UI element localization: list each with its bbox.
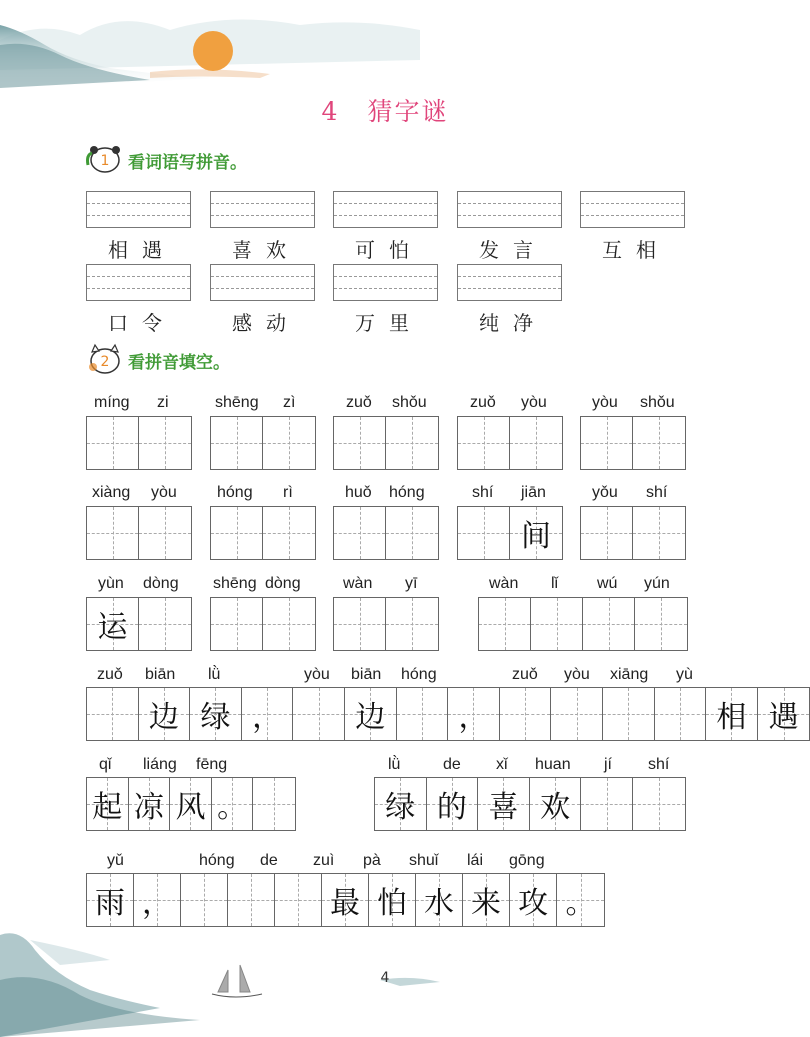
grid-guide-line bbox=[557, 598, 558, 650]
writing-cell[interactable] bbox=[583, 598, 635, 650]
writing-cell[interactable] bbox=[170, 778, 212, 830]
cell-character: 遇 bbox=[768, 700, 799, 735]
pinyin-guide-line bbox=[87, 276, 190, 277]
grid-guide-line bbox=[505, 598, 506, 650]
writing-cell[interactable] bbox=[212, 778, 254, 830]
cell-character: 攻 bbox=[518, 886, 548, 921]
pinyin-guide-line bbox=[87, 215, 190, 216]
grid-guide-line bbox=[360, 417, 361, 469]
pinyin-syllable: shēng bbox=[215, 394, 259, 411]
writing-cell[interactable] bbox=[655, 688, 707, 740]
tianzige-grid[interactable] bbox=[86, 597, 192, 651]
grid-guide-line bbox=[237, 598, 238, 650]
cell-character: 喜 bbox=[488, 790, 519, 825]
writing-cell[interactable] bbox=[635, 598, 687, 650]
pinyin-box[interactable] bbox=[210, 264, 315, 301]
grid-guide-line bbox=[360, 507, 361, 559]
writing-cell[interactable] bbox=[479, 598, 531, 650]
writing-cell[interactable] bbox=[211, 598, 263, 650]
grid-guide-line bbox=[113, 507, 114, 559]
writing-cell[interactable] bbox=[181, 874, 228, 926]
pinyin-syllable: lái bbox=[467, 852, 484, 869]
tianzige-grid[interactable] bbox=[457, 506, 563, 560]
writing-cell[interactable] bbox=[416, 874, 463, 926]
writing-cell[interactable] bbox=[87, 688, 139, 740]
word-label: 发言 bbox=[479, 238, 547, 262]
pinyin-syllable: yún bbox=[644, 575, 670, 592]
grid-guide-line bbox=[484, 417, 485, 469]
writing-cell[interactable] bbox=[478, 778, 530, 830]
tianzige-grid[interactable] bbox=[580, 416, 686, 470]
cell-character: 的 bbox=[436, 790, 467, 825]
pinyin-syllable: jiān bbox=[521, 484, 546, 501]
writing-cell[interactable] bbox=[633, 778, 685, 830]
writing-cell[interactable] bbox=[139, 598, 191, 650]
sentence-grid[interactable] bbox=[86, 777, 296, 831]
pinyin-guide-line bbox=[458, 215, 561, 216]
prefilled-character: 运 bbox=[97, 610, 128, 645]
pinyin-syllable: xǐ bbox=[496, 756, 508, 773]
writing-cell[interactable] bbox=[253, 778, 295, 830]
cell-character: 边 bbox=[355, 700, 386, 735]
writing-cell[interactable] bbox=[510, 507, 562, 559]
word-label: 可怕 bbox=[355, 238, 423, 262]
writing-cell[interactable] bbox=[263, 507, 315, 559]
cell-character: 绿 bbox=[385, 790, 416, 825]
pinyin-syllable: shǒu bbox=[640, 394, 675, 411]
writing-cell[interactable] bbox=[87, 417, 139, 469]
writing-cell[interactable] bbox=[263, 598, 315, 650]
pinyin-syllable: jí bbox=[604, 756, 612, 773]
pinyin-syllable: zuì bbox=[313, 852, 335, 869]
page-title bbox=[0, 92, 770, 128]
writing-cell[interactable] bbox=[386, 507, 438, 559]
cell-character: 雨 bbox=[95, 886, 125, 921]
grid-guide-line bbox=[607, 417, 608, 469]
grid-guide-line bbox=[659, 507, 660, 559]
pinyin-guide-line bbox=[334, 203, 437, 204]
sentence-grid[interactable] bbox=[374, 777, 686, 831]
pinyin-guide-line bbox=[87, 203, 190, 204]
word-label: 喜欢 bbox=[232, 238, 300, 262]
pinyin-syllable: gōng bbox=[509, 852, 545, 869]
grid-guide-line bbox=[165, 507, 166, 559]
pinyin-syllable: hóng bbox=[199, 852, 235, 869]
writing-cell[interactable] bbox=[322, 874, 369, 926]
pinyin-syllable: zì bbox=[283, 394, 296, 411]
pinyin-syllable: lǐ bbox=[551, 575, 559, 592]
grid-guide-line bbox=[289, 598, 290, 650]
cell-character: 凉 bbox=[133, 790, 164, 825]
writing-cell[interactable] bbox=[87, 507, 139, 559]
writing-cell[interactable] bbox=[334, 417, 386, 469]
pinyin-syllable: de bbox=[443, 756, 461, 773]
writing-cell[interactable] bbox=[633, 507, 685, 559]
cell-character bbox=[181, 874, 227, 926]
writing-cell[interactable] bbox=[87, 874, 134, 926]
writing-cell[interactable] bbox=[581, 778, 633, 830]
grid-guide-line bbox=[165, 598, 166, 650]
cell-character bbox=[500, 688, 551, 740]
cell-character bbox=[87, 688, 138, 740]
writing-cell[interactable] bbox=[134, 874, 181, 926]
cell-character: 相 bbox=[716, 700, 747, 735]
pinyin-syllable: yù bbox=[676, 666, 693, 683]
prefilled-character: 间 bbox=[521, 519, 551, 554]
svg-text:2: 2 bbox=[100, 354, 110, 370]
tianzige-grid[interactable] bbox=[457, 416, 563, 470]
cell-character: 边 bbox=[148, 700, 179, 735]
writing-cell[interactable] bbox=[139, 417, 191, 469]
sun-decoration bbox=[190, 28, 236, 74]
pinyin-syllable: zuǒ bbox=[346, 394, 372, 411]
word-label: 相遇 bbox=[108, 238, 176, 262]
pinyin-syllable: hóng bbox=[217, 484, 253, 501]
pinyin-guide-line bbox=[87, 288, 190, 289]
writing-cell[interactable] bbox=[129, 778, 171, 830]
pinyin-box[interactable] bbox=[457, 264, 562, 301]
cell-character: ， bbox=[252, 700, 283, 735]
grid-guide-line bbox=[609, 598, 610, 650]
writing-cell[interactable] bbox=[510, 874, 557, 926]
writing-cell[interactable] bbox=[190, 688, 242, 740]
writing-cell[interactable] bbox=[375, 778, 427, 830]
grid-guide-line bbox=[484, 507, 485, 559]
cell-character: ， bbox=[142, 886, 172, 921]
pinyin-syllable: zi bbox=[157, 394, 169, 411]
pinyin-syllable: xiàng bbox=[92, 484, 131, 501]
cell-character: 欢 bbox=[540, 790, 571, 825]
pinyin-syllable: fēng bbox=[196, 756, 228, 773]
grid-guide-line bbox=[661, 598, 662, 650]
cell-character bbox=[633, 778, 685, 830]
writing-cell[interactable] bbox=[463, 874, 510, 926]
grid-guide-line bbox=[659, 417, 660, 469]
pinyin-syllable: dòng bbox=[265, 575, 301, 592]
grid-guide-line bbox=[360, 598, 361, 650]
writing-cell[interactable] bbox=[87, 778, 129, 830]
pinyin-box[interactable] bbox=[457, 191, 562, 228]
grid-guide-line bbox=[237, 417, 238, 469]
writing-cell[interactable] bbox=[458, 417, 510, 469]
pinyin-syllable: qǐ bbox=[99, 756, 112, 773]
writing-cell[interactable] bbox=[581, 507, 633, 559]
grid-guide-line bbox=[412, 598, 413, 650]
writing-cell[interactable] bbox=[369, 874, 416, 926]
grid-guide-line bbox=[165, 417, 166, 469]
pinyin-syllable: wàn bbox=[343, 575, 373, 592]
writing-cell[interactable] bbox=[448, 688, 500, 740]
pinyin-syllable: yòu bbox=[151, 484, 177, 501]
pinyin-syllable: wàn bbox=[489, 575, 519, 592]
pinyin-syllable: hóng bbox=[401, 666, 437, 683]
cell-character bbox=[581, 778, 632, 830]
grid-guide-line bbox=[289, 507, 290, 559]
cell-character: 风 bbox=[175, 790, 206, 825]
writing-cell[interactable] bbox=[500, 688, 552, 740]
cell-character: 水 bbox=[424, 886, 454, 921]
cell-character: 最 bbox=[330, 886, 360, 921]
pinyin-syllable: yǒu bbox=[592, 484, 618, 501]
pinyin-syllable: huan bbox=[535, 756, 571, 773]
cell-character: 绿 bbox=[200, 700, 231, 735]
pinyin-syllable: huǒ bbox=[345, 484, 372, 501]
pinyin-syllable: lǜ bbox=[208, 666, 221, 683]
writing-cell[interactable] bbox=[211, 417, 263, 469]
grid-guide-line bbox=[412, 507, 413, 559]
pinyin-syllable: pà bbox=[363, 852, 381, 869]
tianzige-grid[interactable] bbox=[86, 416, 192, 470]
writing-cell[interactable] bbox=[386, 417, 438, 469]
pinyin-syllable: xiāng bbox=[610, 666, 649, 683]
sentence-grid[interactable] bbox=[86, 687, 810, 741]
pinyin-syllable: shí bbox=[646, 484, 668, 501]
svg-text:1: 1 bbox=[100, 153, 110, 169]
word-label: 口令 bbox=[108, 311, 176, 335]
section-2-label: 看拼音填空。 bbox=[128, 352, 230, 373]
pinyin-syllable: dòng bbox=[143, 575, 179, 592]
grid-guide-line bbox=[412, 417, 413, 469]
pinyin-syllable: hóng bbox=[389, 484, 425, 501]
cell-character: 。 bbox=[565, 886, 596, 921]
grid-guide-line bbox=[113, 417, 114, 469]
writing-cell[interactable] bbox=[275, 874, 322, 926]
cell-character bbox=[603, 688, 654, 740]
writing-cell[interactable] bbox=[228, 874, 275, 926]
pinyin-syllable: de bbox=[260, 852, 278, 869]
tianzige-grid[interactable] bbox=[333, 597, 439, 651]
cell-character bbox=[655, 688, 706, 740]
pinyin-box[interactable] bbox=[580, 191, 685, 228]
grid-guide-line bbox=[289, 417, 290, 469]
grid-guide-line bbox=[607, 507, 608, 559]
pinyin-syllable: lǜ bbox=[388, 756, 401, 773]
writing-cell[interactable] bbox=[551, 688, 603, 740]
writing-cell[interactable] bbox=[242, 688, 294, 740]
pinyin-syllable: liáng bbox=[143, 756, 177, 773]
writing-cell[interactable] bbox=[211, 507, 263, 559]
cell-character: ， bbox=[458, 700, 489, 735]
pinyin-syllable: yòu bbox=[564, 666, 590, 683]
writing-cell[interactable] bbox=[510, 417, 562, 469]
pinyin-guide-line bbox=[458, 276, 561, 277]
pinyin-syllable: biān bbox=[145, 666, 176, 683]
page-number: 4 bbox=[380, 970, 390, 986]
pinyin-syllable: yǔ bbox=[107, 852, 124, 869]
pinyin-syllable: biān bbox=[351, 666, 382, 683]
pinyin-guide-line bbox=[458, 288, 561, 289]
pinyin-box[interactable] bbox=[333, 264, 438, 301]
section-1-heading bbox=[86, 145, 247, 175]
pinyin-syllable: rì bbox=[283, 484, 293, 501]
pinyin-syllable: wú bbox=[597, 575, 618, 592]
pinyin-guide-line bbox=[581, 215, 684, 216]
word-label: 互相 bbox=[602, 238, 670, 262]
writing-cell[interactable] bbox=[531, 598, 583, 650]
section-1-label: 看词语写拼音。 bbox=[128, 152, 247, 173]
pinyin-syllable: shuǐ bbox=[409, 852, 439, 869]
cell-character bbox=[551, 688, 602, 740]
pinyin-box[interactable] bbox=[86, 264, 191, 301]
pinyin-box[interactable] bbox=[333, 191, 438, 228]
pinyin-guide-line bbox=[458, 203, 561, 204]
writing-cell[interactable] bbox=[397, 688, 449, 740]
grid-guide-line bbox=[237, 507, 238, 559]
pinyin-syllable: míng bbox=[94, 394, 130, 411]
writing-cell[interactable] bbox=[458, 507, 510, 559]
writing-cell[interactable] bbox=[603, 688, 655, 740]
writing-cell[interactable] bbox=[557, 874, 604, 926]
lesson-number: 4 bbox=[321, 97, 340, 126]
tianzige-grid[interactable] bbox=[333, 416, 439, 470]
cat-number-icon bbox=[86, 345, 122, 375]
pinyin-syllable: yòu bbox=[521, 394, 547, 411]
writing-cell[interactable] bbox=[386, 598, 438, 650]
pinyin-guide-line bbox=[211, 276, 314, 277]
pinyin-syllable: zuǒ bbox=[470, 394, 496, 411]
pinyin-syllable: shǒu bbox=[392, 394, 427, 411]
cell-character bbox=[253, 778, 295, 830]
pinyin-box[interactable] bbox=[210, 191, 315, 228]
pinyin-syllable: yòu bbox=[592, 394, 618, 411]
tianzige-grid[interactable] bbox=[210, 416, 316, 470]
pinyin-syllable: shí bbox=[472, 484, 494, 501]
pinyin-syllable: yùn bbox=[98, 575, 124, 592]
tianzige-grid[interactable] bbox=[580, 506, 686, 560]
writing-cell[interactable] bbox=[758, 688, 810, 740]
writing-cell[interactable] bbox=[706, 688, 758, 740]
writing-cell[interactable] bbox=[345, 688, 397, 740]
cell-character: 起 bbox=[92, 790, 123, 825]
panda-number-icon bbox=[86, 145, 122, 175]
lesson-title: 猜字谜 bbox=[367, 97, 449, 126]
pinyin-guide-line bbox=[581, 203, 684, 204]
cell-character bbox=[397, 688, 448, 740]
writing-cell[interactable] bbox=[139, 507, 191, 559]
tianzige-grid[interactable] bbox=[210, 506, 316, 560]
pinyin-syllable: yī bbox=[405, 575, 418, 592]
cell-character: 来 bbox=[471, 886, 501, 921]
tianzige-grid[interactable] bbox=[86, 506, 192, 560]
writing-cell[interactable] bbox=[139, 688, 191, 740]
writing-cell[interactable] bbox=[334, 598, 386, 650]
writing-cell[interactable] bbox=[263, 417, 315, 469]
pinyin-guide-line bbox=[211, 203, 314, 204]
section-2-heading bbox=[86, 345, 230, 375]
cell-character bbox=[228, 874, 274, 926]
writing-cell[interactable] bbox=[581, 417, 633, 469]
cell-character bbox=[275, 874, 321, 926]
tianzige-grid[interactable] bbox=[333, 506, 439, 560]
word-label: 万里 bbox=[355, 311, 423, 335]
pinyin-guide-line bbox=[211, 288, 314, 289]
pinyin-syllable: shēng bbox=[213, 575, 257, 592]
cell-character bbox=[293, 688, 344, 740]
pinyin-syllable: shí bbox=[648, 756, 670, 773]
word-label: 感动 bbox=[232, 311, 300, 335]
cell-character: 。 bbox=[217, 790, 248, 825]
writing-cell[interactable] bbox=[427, 778, 479, 830]
grid-guide-line bbox=[536, 417, 537, 469]
pinyin-guide-line bbox=[334, 288, 437, 289]
pinyin-guide-line bbox=[334, 215, 437, 216]
tianzige-grid[interactable] bbox=[478, 597, 688, 651]
writing-cell[interactable] bbox=[633, 417, 685, 469]
pinyin-guide-line bbox=[211, 215, 314, 216]
sentence-grid[interactable] bbox=[86, 873, 605, 927]
writing-cell[interactable] bbox=[293, 688, 345, 740]
writing-cell[interactable] bbox=[334, 507, 386, 559]
cell-character: 怕 bbox=[377, 886, 407, 921]
pinyin-syllable: zuǒ bbox=[512, 666, 538, 683]
writing-cell[interactable] bbox=[87, 598, 139, 650]
pinyin-syllable: yòu bbox=[304, 666, 330, 683]
pinyin-syllable: zuǒ bbox=[97, 666, 123, 683]
word-label: 纯净 bbox=[479, 311, 547, 335]
tianzige-grid[interactable] bbox=[210, 597, 316, 651]
pinyin-guide-line bbox=[334, 276, 437, 277]
writing-cell[interactable] bbox=[530, 778, 582, 830]
pinyin-box[interactable] bbox=[86, 191, 191, 228]
